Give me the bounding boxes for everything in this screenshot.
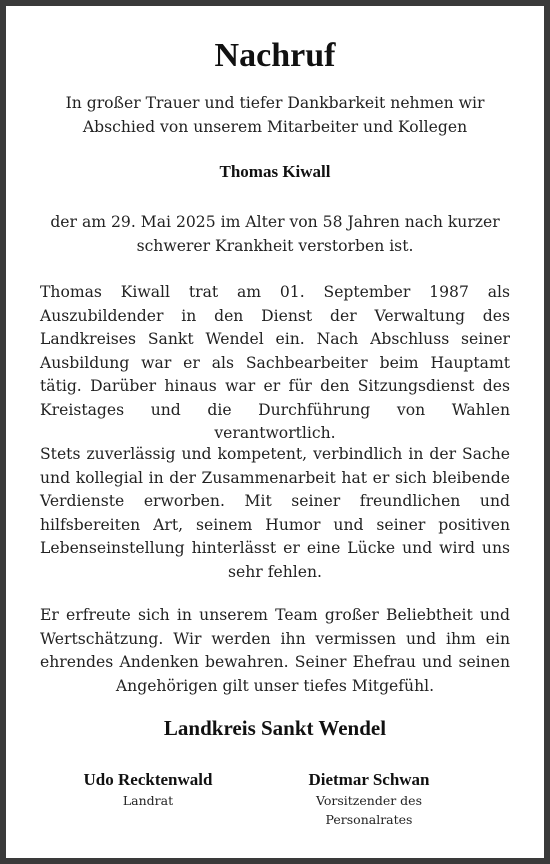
death-notice: der am 29. Mai 2025 im Alter von 58 Jahren nach kurzer schwerer Krankheit verstorben ist.	[50, 213, 500, 255]
signatory-left	[38, 769, 258, 810]
organization-name: Landkreis Sankt Wendel	[163, 716, 387, 740]
career-paragraph: Thomas Kiwall trat am 01. September 1987 als Auszubildender in den Dienst der Verwaltung des Landkreises Sankt Wendel ein. Nach Abschluss seiner Ausbildung war er als Sachbearbeiter beim Hauptamt tätig. Darüber hinaus war er für den Sitzungsdienst des Kreistages und die Durchführung von Wahlen verantwortlich.	[40, 283, 510, 442]
signatory-name: Udo Recktenwald	[83, 770, 213, 789]
intro-text: In großer Trauer und tiefer Dankbarkeit nehmen wir Abschied von unserem Mitarbeiter und Kollegen	[65, 94, 485, 136]
tribute-paragraph: Stets zuverlässig und kompetent, verbindlich in der Sache und kollegial in der Zusammenarbeit hat er sich bleibende Verdienste erworben. Mit seiner freundlichen und hilfsbereiten Art, seinem Humor und seiner positiven Lebenseinstellung hinterlässt er eine Lücke und wird uns sehr fehlen.	[40, 445, 510, 581]
signatory-role: Vorsitzender des Personalrates	[315, 793, 422, 827]
signatory-role: Landrat	[122, 793, 174, 808]
signatory-right	[284, 769, 454, 829]
condolence-paragraph: Er erfreute sich in unserem Team großer Beliebtheit und Wertschätzung. Wir werden ihn vermissen und ihm ein ehrendes Andenken bewahren. Seiner Ehefrau und seinen Angehörigen gilt unser tiefes Mitgefühl.	[40, 606, 510, 695]
deceased-name: Thomas Kiwall	[219, 162, 331, 181]
obituary-title: Nachruf	[214, 37, 336, 74]
signatory-name: Dietmar Schwan	[308, 770, 430, 789]
obituary-frame	[6, 6, 544, 858]
